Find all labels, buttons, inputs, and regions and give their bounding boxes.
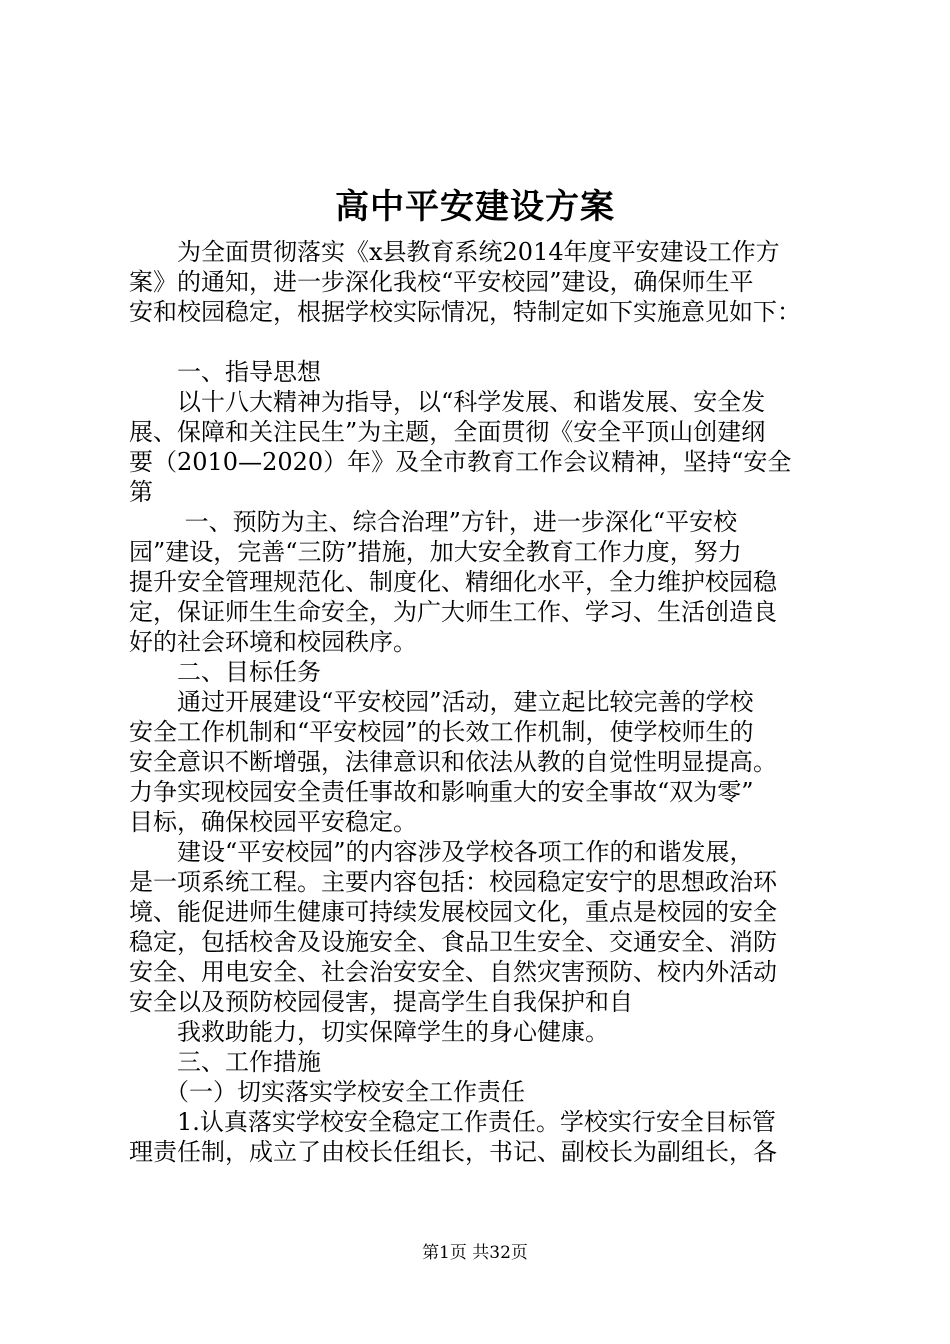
- body-text-line: 理责任制，成立了由校长任组长，书记、副校长为副组长，各: [129, 1138, 777, 1166]
- body-text-line: 通过开展建设“平安校园”活动，建立起比较完善的学校: [129, 688, 754, 716]
- body-text-line: 第: [129, 478, 153, 506]
- body-text-line: 目标，确保校园平安稳定。: [129, 808, 417, 836]
- body-text-line: 是一项系统工程。主要内容包括：校园稳定安宁的思想政治环: [129, 868, 777, 896]
- body-text-line: 案》的通知，进一步深化我校“平安校园”建设，确保师生平: [129, 268, 754, 296]
- body-text-line: 要（2010—2020）年》及全市教育工作会议精神，坚持“安全: [129, 448, 792, 476]
- body-text-line: 为全面贯彻落实《x县教育系统2014年度平安建设工作方: [129, 238, 780, 266]
- body-text-line: 建设“平安校园”的内容涉及学校各项工作的和谐发展，: [129, 838, 754, 866]
- body-text-line: 1.认真落实学校安全稳定工作责任。学校实行安全目标管: [129, 1108, 776, 1136]
- body-text-line: 园”建设，完善“三防”措施，加大安全教育工作力度，努力: [129, 538, 742, 566]
- body-text-line: 三、工作措施: [129, 1048, 321, 1076]
- blank-line: [129, 327, 834, 357]
- body-text-line: 二、目标任务: [129, 658, 321, 686]
- body-text-line: 以十八大精神为指导，以“科学发展、和谐发展、安全发: [129, 388, 766, 416]
- page-indicator: 第1页 共32页: [422, 1243, 528, 1263]
- body-text-line: 安全工作机制和“平安校园”的长效工作机制，使学校师生的: [129, 718, 754, 746]
- body-text-line: 安全、用电安全、社会治安安全、自然灾害预防、校内外活动: [129, 958, 777, 986]
- body-text-line: 安和校园稳定，根据学校实际情况，特制定如下实施意见如下：: [129, 298, 801, 326]
- document-body: [129, 237, 834, 1167]
- body-text-line: 我救助能力，切实保障学生的身心健康。: [129, 1018, 609, 1046]
- body-text-line: 安全意识不断增强，法律意识和依法从教的自觉性明显提高。: [129, 748, 777, 776]
- body-text-line: 一、预防为主、综合治理”方针，进一步深化“平安校: [129, 508, 738, 536]
- body-text-line: 稳定，包括校舍及设施安全、食品卫生安全、交通安全、消防: [129, 928, 777, 956]
- document-title: 高中平安建设方案: [335, 187, 615, 227]
- body-text-line: 提升安全管理规范化、制度化、精细化水平，全力维护校园稳: [129, 568, 777, 596]
- body-text-line: 安全以及预防校园侵害，提高学生自我保护和自: [129, 988, 633, 1016]
- body-text-line: （一）切实落实学校安全工作责任: [129, 1078, 525, 1106]
- body-text-line: 一、指导思想: [129, 358, 321, 386]
- body-text-line: 力争实现校园安全责任事故和影响重大的安全事故“双为零”: [129, 778, 754, 806]
- body-text-line: 展、保障和关注民生”为主题，全面贯彻《安全平顶山创建纲: [129, 418, 766, 446]
- body-text-line: 境、能促进师生健康可持续发展校园文化，重点是校园的安全: [129, 898, 777, 926]
- body-text-line: 定，保证师生生命安全，为广大师生工作、学习、生活创造良: [129, 598, 777, 626]
- body-text-line: 好的社会环境和校园秩序。: [129, 628, 417, 656]
